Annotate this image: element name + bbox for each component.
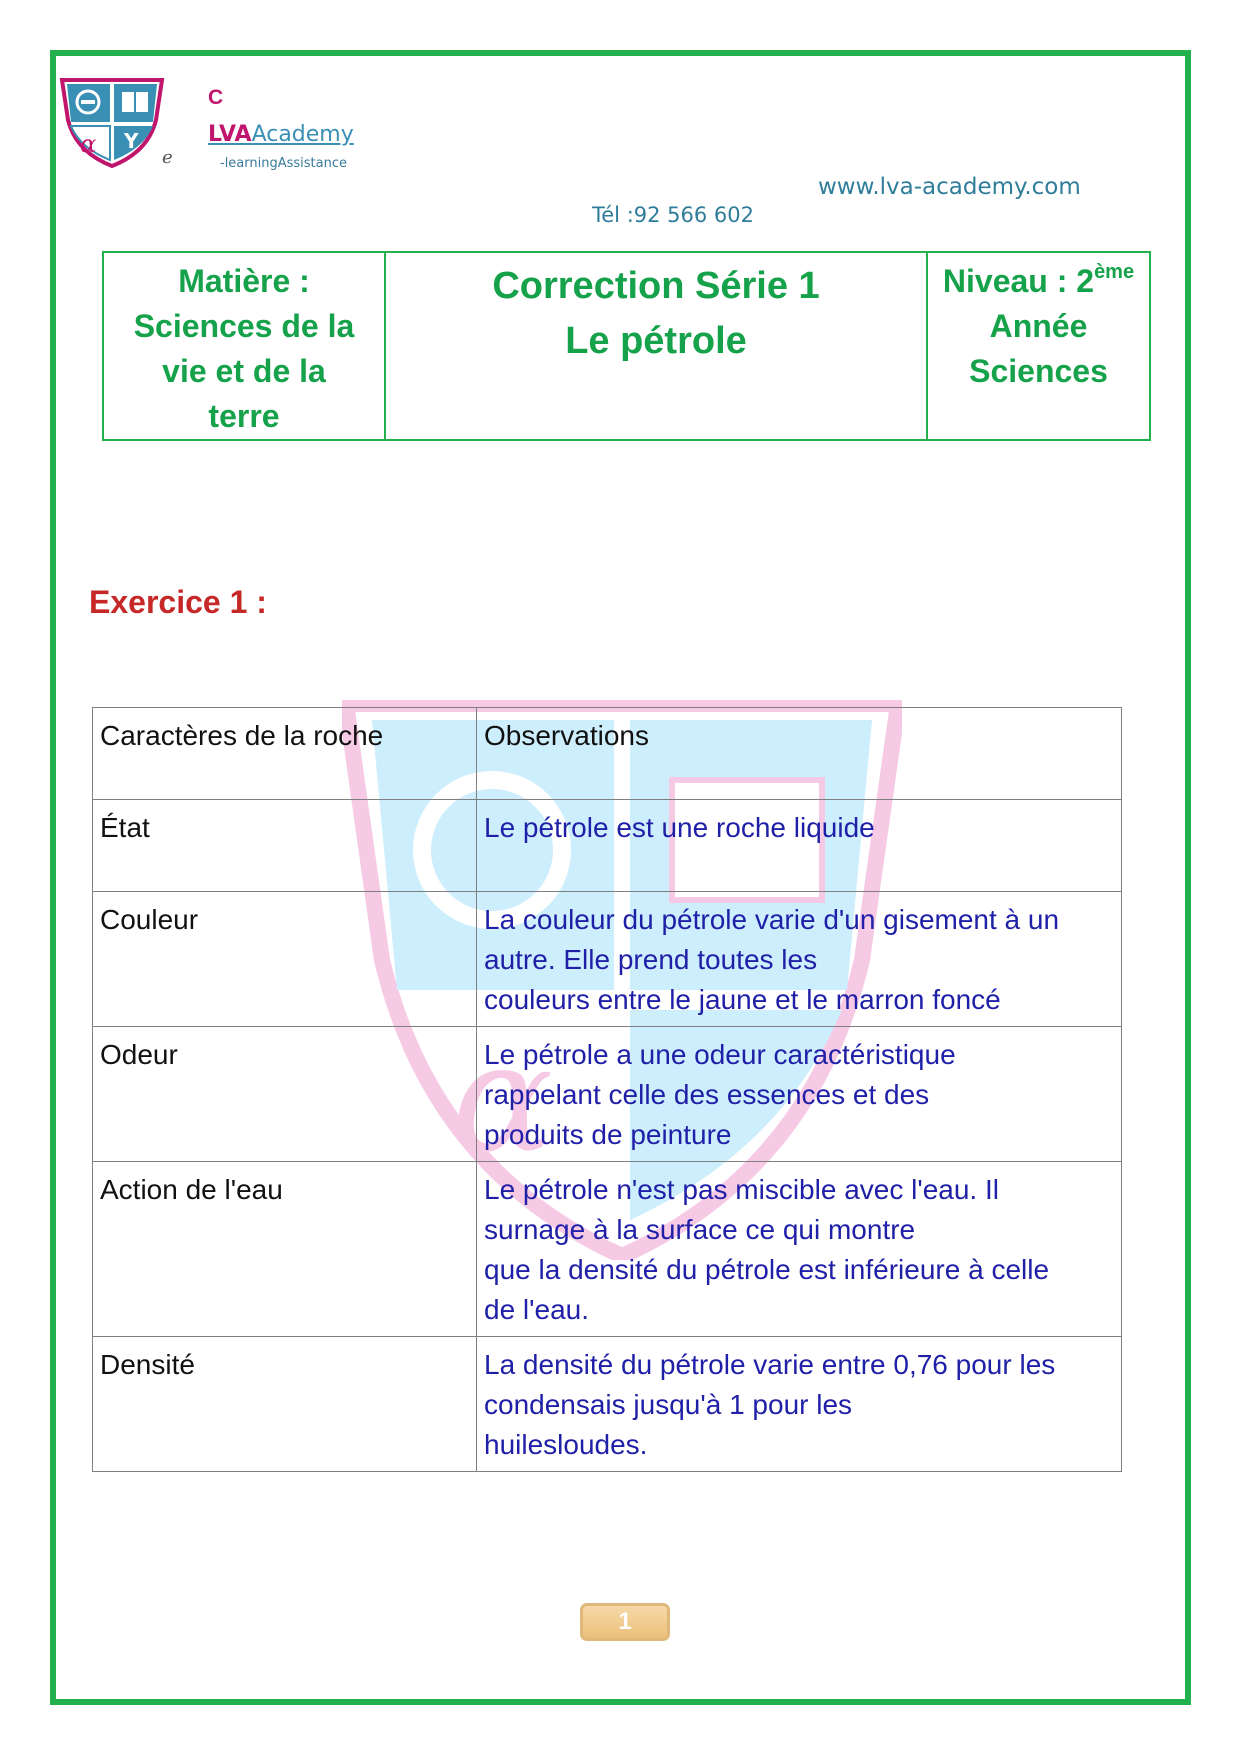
row-label: Couleur xyxy=(93,892,477,1027)
phone-number: Tél :92 566 602 xyxy=(592,203,755,227)
level-line xyxy=(932,259,1145,304)
observation-line: Le pétrole a une odeur caractéristique xyxy=(484,1039,956,1070)
table-row xyxy=(93,1027,1122,1162)
table-header-row xyxy=(93,708,1122,800)
subject-line: terre xyxy=(208,398,280,434)
document-title: Correction Série 1 xyxy=(492,265,820,307)
page-number: 1 xyxy=(580,1603,670,1641)
row-observation xyxy=(477,1162,1122,1337)
subject-line: Sciences de la xyxy=(133,308,355,344)
observation-line: que la densité du pétrole est inférieure à celle xyxy=(484,1254,1050,1285)
svg-text:Y: Y xyxy=(124,129,139,153)
brand-tagline: -learningAssistance xyxy=(220,156,347,171)
table-row xyxy=(93,1337,1122,1472)
exercise-heading: Exercice 1 : xyxy=(89,584,267,620)
subject-cell xyxy=(103,252,385,440)
level-line: Année xyxy=(989,308,1088,344)
title-cell xyxy=(385,252,927,440)
observation-line: La densité du pétrole varie entre 0,76 pour les xyxy=(484,1349,1056,1380)
column-header: Observations xyxy=(477,708,1122,800)
observation-line: surnage à la surface ce qui montre xyxy=(484,1214,916,1245)
brand-letter-c: C xyxy=(208,86,224,109)
table-row xyxy=(93,1162,1122,1337)
row-observation xyxy=(477,1337,1122,1472)
svg-text:α: α xyxy=(80,130,97,158)
subject-line: vie et de la xyxy=(162,353,326,389)
table-row xyxy=(93,892,1122,1027)
observation-line: produits de peinture xyxy=(484,1119,732,1150)
observation-line: rappelant celle des essences et des xyxy=(484,1079,930,1110)
row-observation xyxy=(477,1027,1122,1162)
logo-e-letter: e xyxy=(162,147,173,168)
observation-line: Le pétrole n'est pas miscible avec l'eau. Il xyxy=(484,1174,999,1205)
document-subtitle: Le pétrole xyxy=(565,320,747,362)
observation-line: La couleur du pétrole varie d'un gisement à un xyxy=(484,904,1060,935)
document-header-table xyxy=(102,251,1151,441)
row-label: Densité xyxy=(93,1337,477,1472)
observations-table xyxy=(92,707,1122,1472)
row-observation xyxy=(477,892,1122,1027)
observation-line: condensais jusqu'à 1 pour les xyxy=(484,1389,853,1420)
row-label: Action de l'eau xyxy=(93,1162,477,1337)
subject-line: Matière : xyxy=(178,263,310,299)
level-prefix: Niveau : 2 xyxy=(942,263,1095,299)
row-label: Odeur xyxy=(93,1027,477,1162)
observation-line: huilesloudes. xyxy=(484,1429,648,1460)
level-cell xyxy=(927,252,1150,440)
svg-text:α: α xyxy=(452,1012,554,1186)
observation-line: couleurs entre le jaune et le marron foncé xyxy=(484,984,1001,1015)
row-label: État xyxy=(93,800,477,892)
observation-line: Le pétrole est une roche liquide xyxy=(484,812,875,843)
table-row xyxy=(93,800,1122,892)
brand-name xyxy=(208,122,354,147)
level-superscript: ème xyxy=(1094,261,1135,283)
observation-line: de l'eau. xyxy=(484,1294,589,1325)
brand-lva: LVA xyxy=(208,122,252,147)
observation-line: autre. Elle prend toutes les xyxy=(484,944,818,975)
level-line: Sciences xyxy=(969,353,1108,389)
row-observation xyxy=(477,800,1122,892)
brand-academy: Academy xyxy=(251,122,354,147)
column-header: Caractères de la roche xyxy=(93,708,477,800)
lva-academy-logo xyxy=(58,76,166,168)
website-link[interactable]: www.lva-academy.com xyxy=(818,174,1081,200)
